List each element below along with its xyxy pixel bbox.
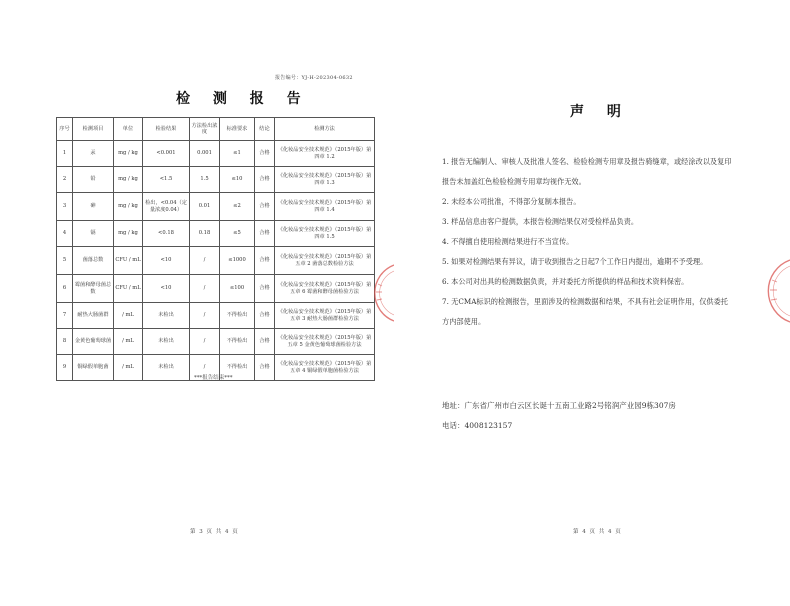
table-header-row (57, 118, 375, 141)
table-cell: 合格 (255, 193, 275, 221)
red-seal-stamp-icon (358, 262, 394, 324)
table-cell: 合格 (255, 329, 275, 355)
table-cell: / mL (114, 329, 143, 355)
statement-item: 5. 如果对检测结果有异议，请于收到报告之日起7个工作日内提出，逾期不予受理。 (442, 257, 708, 266)
table-cell: ≤1 (220, 141, 255, 167)
statement-item: 4. 不得擅自使用检测结果进行不当宣传。 (442, 237, 574, 246)
col-header: 检测方法 (275, 118, 375, 141)
col-header: 检验结果 (143, 118, 190, 141)
table-cell: 0.01 (190, 193, 220, 221)
table-row (57, 329, 375, 355)
statement-page-4 (400, 0, 790, 606)
table-cell: / (190, 329, 220, 355)
table-cell: 合格 (255, 247, 275, 275)
table-cell: 《化妆品安全技术规范》（2015年版）第四章 1.2 (275, 141, 375, 167)
table-row (57, 167, 375, 193)
table-row (57, 141, 375, 167)
statement-item: 3. 样品信息由客户提供，本报告检测结果仅对受检样品负责。 (442, 217, 639, 226)
table-cell: 4 (57, 221, 73, 247)
table-cell: 铅 (73, 167, 114, 193)
table-cell: 0.18 (190, 221, 220, 247)
table-cell: 镉 (73, 221, 114, 247)
table-cell: 5 (57, 247, 73, 275)
table-cell: <10 (143, 275, 190, 303)
table-row (57, 275, 375, 303)
col-header: 标准要求 (220, 118, 255, 141)
table-cell: 《化妆品安全技术规范》（2015年版）第五章 4 铜绿假单胞菌检验方法 (275, 355, 375, 381)
col-header: 结论 (255, 118, 275, 141)
table-cell: mg / kg (114, 221, 143, 247)
statement-item: 1. 报告无编制人、审核人及批准人签名、检验检测专用章及报告骑缝章，或经涂改以及复印报告未加盖红色检验检测专用章均视作无效。 (442, 157, 732, 186)
report-title: 检 测 报 告 (176, 91, 310, 107)
table-cell: 金黄色葡萄球菌 (73, 329, 114, 355)
table-cell: / (190, 355, 220, 381)
table-cell: ≤10 (220, 167, 255, 193)
table-cell: mg / kg (114, 141, 143, 167)
col-header: 检测项目 (73, 118, 114, 141)
table-cell: ≤5 (220, 221, 255, 247)
table-cell: / mL (114, 355, 143, 381)
table-cell: / mL (114, 303, 143, 329)
table-cell: 未检出 (143, 329, 190, 355)
col-header: 序号 (57, 118, 73, 141)
table-row (57, 221, 375, 247)
table-cell: <1.5 (143, 167, 190, 193)
table-cell: 7 (57, 303, 73, 329)
results-table (56, 117, 375, 381)
table-cell: 合格 (255, 275, 275, 303)
table-cell: 《化妆品安全技术规范》（2015年版）第四章 1.5 (275, 221, 375, 247)
statement-title: 声 明 (570, 104, 621, 120)
table-cell: 9 (57, 355, 73, 381)
table-cell: <0.001 (143, 141, 190, 167)
table-cell: 《化妆品安全技术规范》（2015年版）第五章 2 菌落总数检验方法 (275, 247, 375, 275)
table-cell: ≤2 (220, 193, 255, 221)
table-cell: 合格 (255, 303, 275, 329)
table-cell: 未检出 (143, 355, 190, 381)
report-number: 报告编号：YJ-H-202304-0632 (275, 75, 353, 81)
table-cell: <10 (143, 247, 190, 275)
table-row (57, 193, 375, 221)
report-end-mark: ***报告结束*** (194, 375, 233, 381)
statement-item: 2. 未经本公司批准，不得部分复制本报告。 (442, 197, 581, 206)
statement-list (442, 152, 732, 332)
table-cell: 菌落总数 (73, 247, 114, 275)
table-cell: 1.5 (190, 167, 220, 193)
table-cell: 《化妆品安全技术规范》（2015年版）第四章 1.3 (275, 167, 375, 193)
table-cell: 合格 (255, 141, 275, 167)
company-address: 地址：广东省广州市白云区长诞十五南工业路2号铭润产业园9栋307房 (442, 401, 676, 410)
company-phone: 电话：4008123157 (442, 421, 513, 430)
statement-item: 7. 无CMA标识的检测报告，里面涉及的检测数据和结果，不具有社会证明作用，仅供委托方内部使用。 (442, 297, 728, 326)
table-cell: <0.18 (143, 221, 190, 247)
statement-item: 6. 本公司对出具的检测数据负责，并对委托方所提供的样品和技术资料保密。 (442, 277, 689, 286)
table-cell: 1 (57, 141, 73, 167)
table-cell: 不得检出 (220, 303, 255, 329)
table-cell: 耐热大肠菌群 (73, 303, 114, 329)
table-cell: 合格 (255, 221, 275, 247)
table-cell: 铜绿假单胞菌 (73, 355, 114, 381)
page-footer: 第 3 页 共 4 页 (190, 529, 239, 535)
table-row (57, 247, 375, 275)
table-cell: CFU / mL (114, 247, 143, 275)
table-cell: ≤1000 (220, 247, 255, 275)
table-cell: 合格 (255, 167, 275, 193)
col-header: 单位 (114, 118, 143, 141)
table-cell: 《化妆品安全技术规范》（2015年版）第五章 6 霉菌和酵母菌检验方法 (275, 275, 375, 303)
table-row (57, 303, 375, 329)
table-cell: 《化妆品安全技术规范》（2015年版）第五章 5 金黄色葡萄球菌检验方法 (275, 329, 375, 355)
table-cell: CFU / mL (114, 275, 143, 303)
table-cell: 0.001 (190, 141, 220, 167)
table-cell: 检出，<0.04（定量浓度0.04） (143, 193, 190, 221)
col-header: 方法检出浓度 (190, 118, 220, 141)
table-cell: / (190, 275, 220, 303)
red-seal-stamp-icon (750, 256, 790, 326)
table-cell: 8 (57, 329, 73, 355)
table-cell: 不得检出 (220, 355, 255, 381)
table-cell: 霉菌和酵母菌总数 (73, 275, 114, 303)
table-cell: 砷 (73, 193, 114, 221)
table-cell: ≤100 (220, 275, 255, 303)
page-footer: 第 4 页 共 4 页 (573, 529, 622, 535)
table-cell: / (190, 247, 220, 275)
table-cell: 合格 (255, 355, 275, 381)
table-cell: mg / kg (114, 167, 143, 193)
table-cell: 《化妆品安全技术规范》（2015年版）第五章 3 耐热大肠菌群检验方法 (275, 303, 375, 329)
table-cell: 《化妆品安全技术规范》（2015年版）第四章 1.4 (275, 193, 375, 221)
table-cell: mg / kg (114, 193, 143, 221)
table-cell: 2 (57, 167, 73, 193)
table-cell: 未检出 (143, 303, 190, 329)
table-cell: 不得检出 (220, 329, 255, 355)
table-cell: / (190, 303, 220, 329)
table-cell: 汞 (73, 141, 114, 167)
table-cell: 3 (57, 193, 73, 221)
table-cell: 6 (57, 275, 73, 303)
